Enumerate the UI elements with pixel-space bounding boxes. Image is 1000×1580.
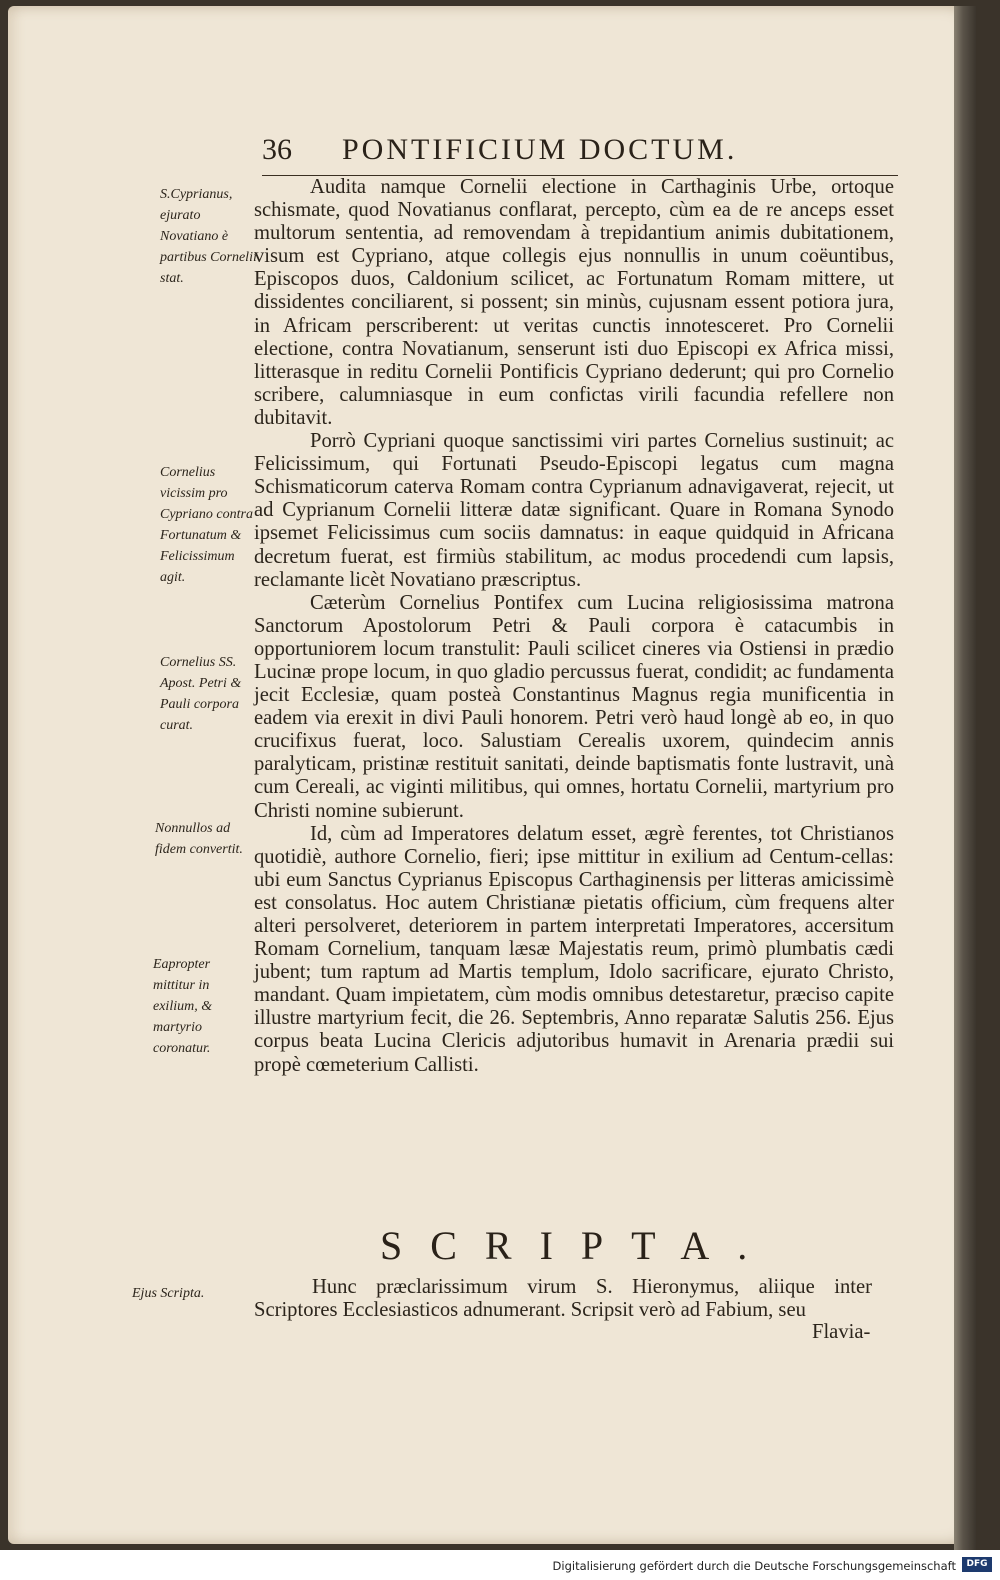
paragraph: Hunc præclarissimum virum S. Hieronymus, aliique inter Scriptores Ecclesiasticos adnumerant. Scripsit verò ad Fabium, seu bbox=[254, 1276, 872, 1321]
section-heading: SCRIPTA. bbox=[380, 1223, 776, 1268]
paragraph: Porrò Cypriani quoque sanctissimi viri partes Cornelius sustinuit; ac Felicissimum, qui Fortunati Pseudo-Episcopi legatus cum magna Schismaticorum caterva Romam contra Cyprianum adnavigaverat, rejecit, ut ad Cyprianum Cornelii litteræ datæ significant. Quare in Romana Synodo ipsemet Felicissimus cum sociis damnatus: in eaque quidquid in Africana decretum fuerat, est firmiùs stabilitum, ac modus procedendi cum lapsis, reclamante licèt Novatiano præscriptus. bbox=[254, 430, 894, 591]
page-number: 36 bbox=[262, 133, 292, 166]
section-text bbox=[254, 1276, 872, 1322]
main-text bbox=[254, 176, 894, 1077]
dfg-logo-icon: DFG bbox=[962, 1557, 992, 1572]
marginal-note: S.Cyprianus, ejurato Novatiano è partibus Cornelii stat. bbox=[160, 187, 257, 286]
paragraph: Audita namque Cornelii electione in Carthaginis Urbe, ortoque schismate, quod Novatianus conflarat, percepto, cùm ea de re anceps esset multorum sententia, ad removendam à trepidantium animis dubitationem, visum est Cypriano, atque collegis ejus nonnullis in unum coëuntibus, Episcopos duos, Caldonium scilicet, ac Fortunatum Romam mittere, ut dissidentes conciliarent, si possent; sin minùs, cujusnam essent potiora jura, in Africam perscriberent: ut veritas cunctis innotesceret. Pro Cornelii electione, contra Novatianum, senserunt isti duo Episcopi ex Africa missi, litterasque in reditu Cornelii Pontificis Cypriano dederunt; qui pro Cornelio scribere, calumniasque in eum confictas virili facundia refellere non dubitavit. bbox=[254, 176, 894, 429]
marginal-note: Cornelius SS. Apost. Petri & Pauli corpora curat. bbox=[160, 655, 242, 733]
marginal-note: Nonnullos ad fidem convertit. bbox=[155, 821, 243, 857]
marginal-note: Cornelius vicissim pro Cypriano contra Fortunatum & Felicissimum agit. bbox=[160, 465, 253, 585]
paragraph: Cæterùm Cornelius Pontifex cum Lucina religiosissima matrona Sanctorum Apostolorum Petri & Pauli corpora è catacumbis in opportuniorem locum transtulit: Pauli scilicet cineres via Ostiensi in prædio Lucinæ prope locum, in quo gladio percussus fuerat, condidit; ac fundamenta jecit Ecclesiæ, quam posteà Constantinus Magnus regia munificentia in eadem via erexit in divi Pauli honorem. Petri verò haud longè ab eo, in quo crucifixus fuerat, loco. Salustiam Cerealis uxorem, quindecim annis paralyticam, pristinæ restituit sanitati, deinde baptismatis fonte lustravit, unà cum Cereali, ac viginti militibus, qui omnes, hortatu Cornelii, martyrium pro Christi nomine subierunt. bbox=[254, 591, 894, 822]
funding-credit: Digitalisierung gefördert durch die Deutsche Forschungsgemeinschaft bbox=[552, 1559, 956, 1573]
marginal-note: Eapropter mittitur in exilium, & martyrio coronatur. bbox=[153, 957, 213, 1056]
marginal-note: Ejus Scripta. bbox=[132, 1286, 205, 1301]
running-title: PONTIFICIUM DOCTUM. bbox=[342, 133, 738, 166]
footer-bar bbox=[0, 1550, 1000, 1580]
page-edge bbox=[954, 6, 976, 1551]
paragraph: Id, cùm ad Imperatores delatum esset, ægrè ferentes, tot Christianos quotidiè, authore Cornelio, fieri; ipse mittitur in exilium ad Centum-cellas: ubi eum Sanctus Cyprianus Episcopus Carthaginensis per litteras amicissimè est consolatus. Hoc autem Christianæ pietatis officium, cùm frequens alter alteri persolveret, deteriorem in partem interpretati Imperatores, accersitum Romam Cornelium, tanquam læsæ Majestatis reum, primò plumbatis cædi jubent; tum raptum ad Martis templum, Idolo sacrificare, ejurato Christo, mandant. Quam impietatem, cùm modis omnibus detestaretur, præciso capite illustre martyrium fecit, die 26. Septembris, Anno reparatæ Salutis 256. Ejus corpus beata Lucina Clericis adjutoribus humavit in Arenaria prædii sui propè cœmeterium Callisti. bbox=[254, 822, 894, 1076]
catchword: Flavia- bbox=[812, 1321, 871, 1343]
page-header bbox=[262, 131, 902, 171]
